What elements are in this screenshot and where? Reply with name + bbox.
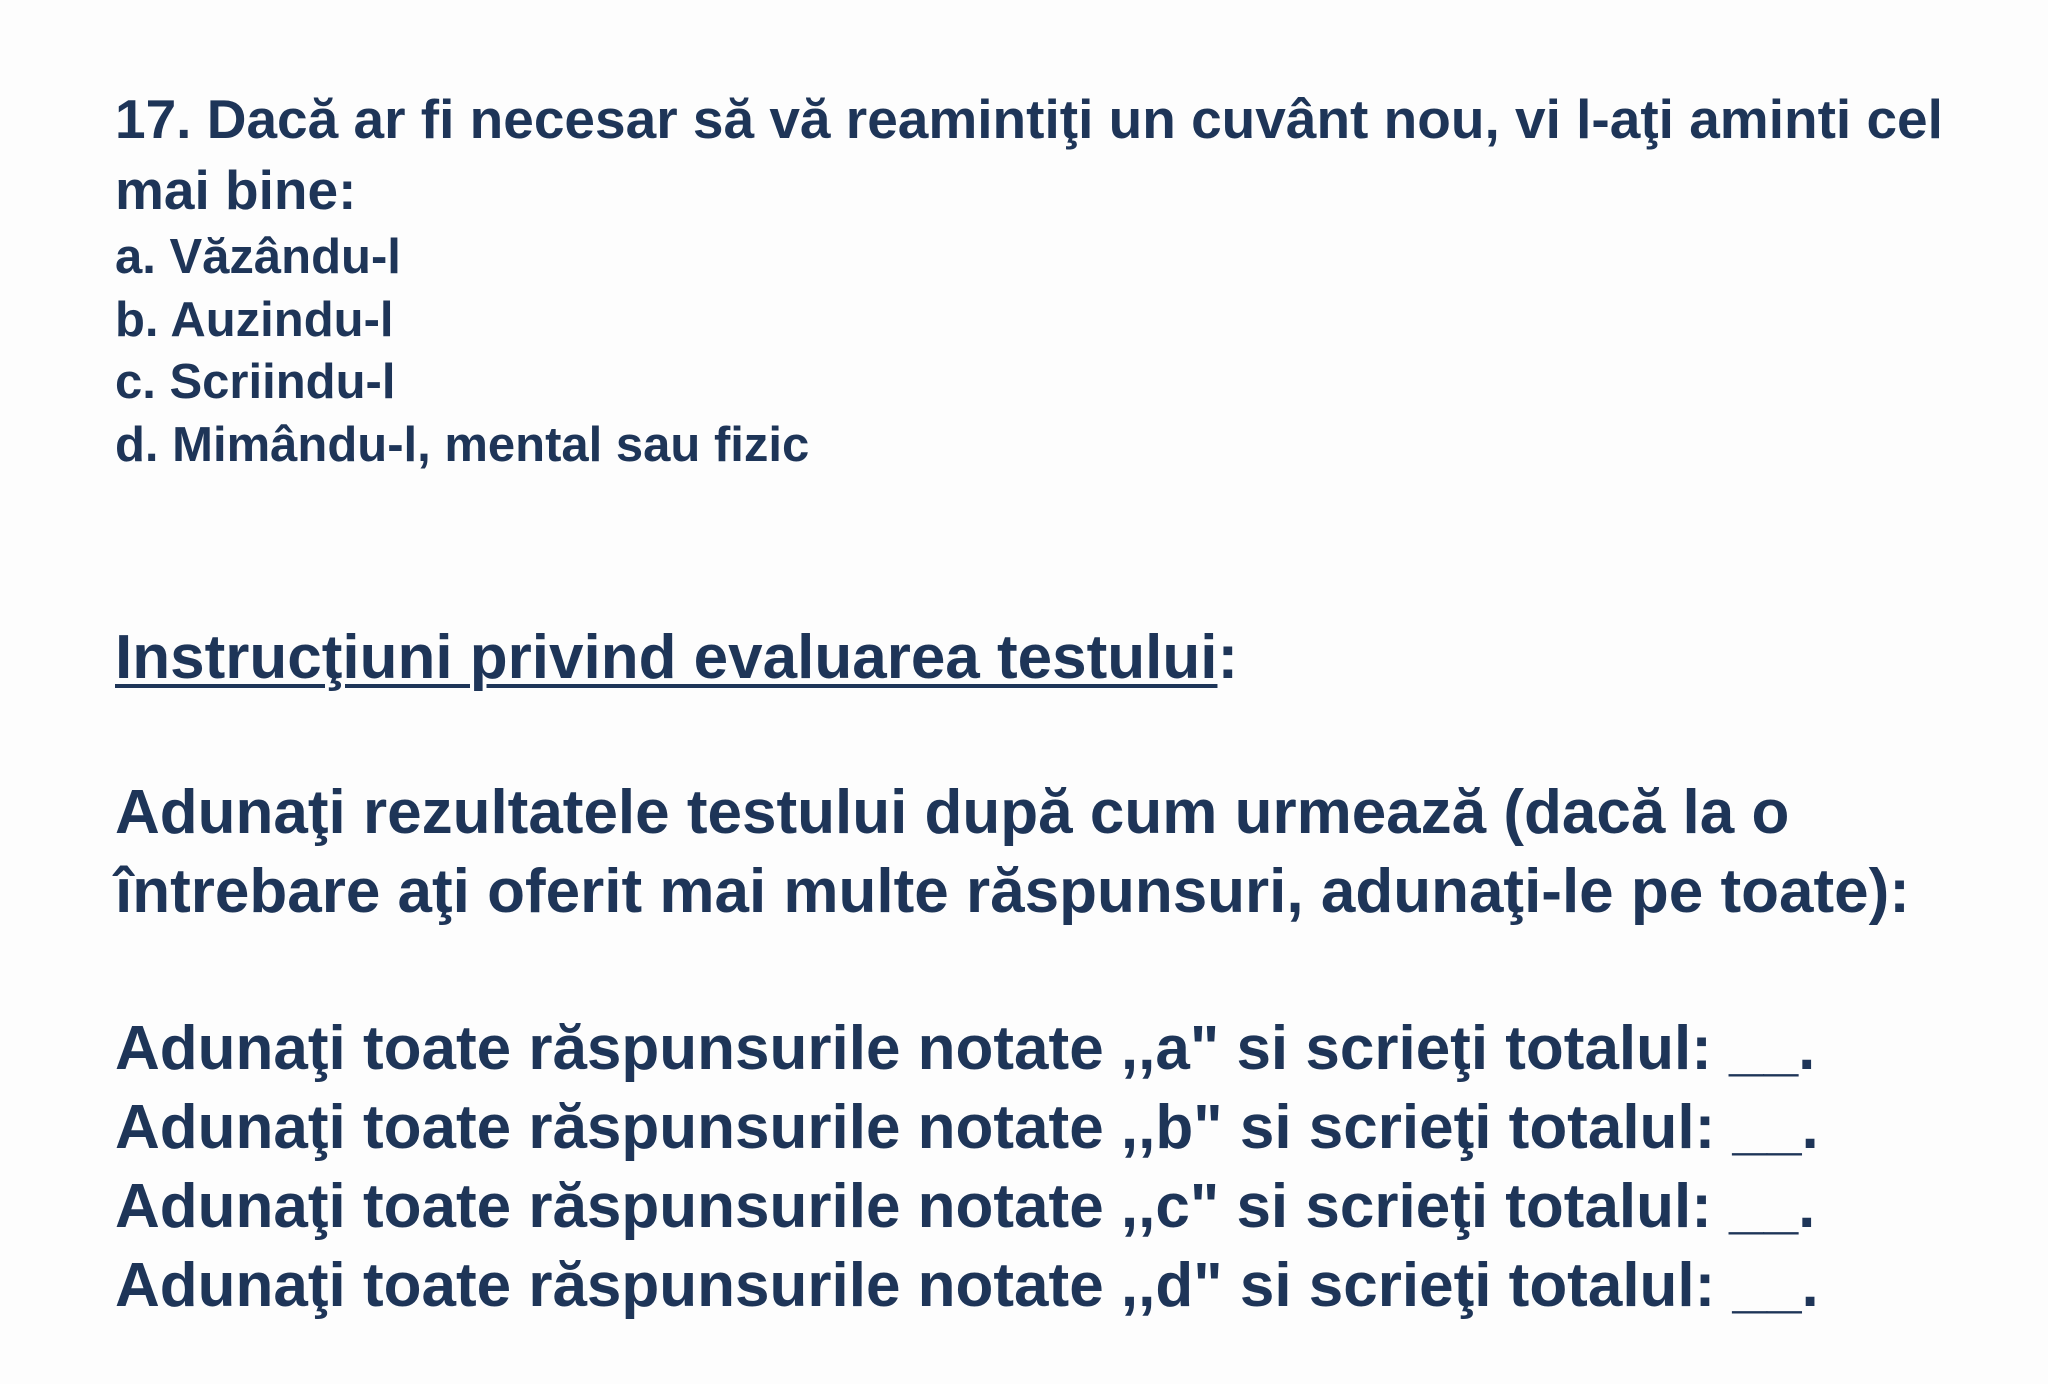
instructions-heading (115, 618, 1238, 698)
option-a: a. Văzându-l (115, 230, 401, 284)
option-c: c. Scriindu-l (115, 355, 396, 409)
instructions-paragraph: Adunaţi rezultatele testului după cum urmează (dacă la o întrebare aţi oferit mai multe răspunsuri, adunaţi-le pe toate): (115, 778, 1910, 926)
option-d: d. Mimându-l, mental sau fizic (115, 417, 810, 472)
option-b: b. Auzindu-l (115, 292, 394, 347)
instructions-heading-colon: : (1217, 623, 1239, 692)
totals-list (115, 1009, 1819, 1325)
total-line-c: Adunaţi toate răspunsurile notate ,,c" si scrieţi totalul: __. (115, 1172, 1816, 1241)
question-text: 17. Dacă ar fi necesar să vă reamintiţi un cuvânt nou, vi l-aţi aminti cel mai bine: (115, 88, 1943, 221)
total-line-a: Adunaţi toate răspunsurile notate ,,a" si scrieţi totalul: __. (115, 1014, 1816, 1083)
answer-options (115, 226, 809, 476)
total-line-b: Adunaţi toate răspunsurile notate ,,b" si scrieţi totalul: __. (115, 1093, 1819, 1162)
total-line-d: Adunaţi toate răspunsurile notate ,,d" si scrieţi totalul: __. (115, 1251, 1819, 1320)
instructions-heading-text: Instrucţiuni privind evaluarea testului (115, 623, 1218, 692)
